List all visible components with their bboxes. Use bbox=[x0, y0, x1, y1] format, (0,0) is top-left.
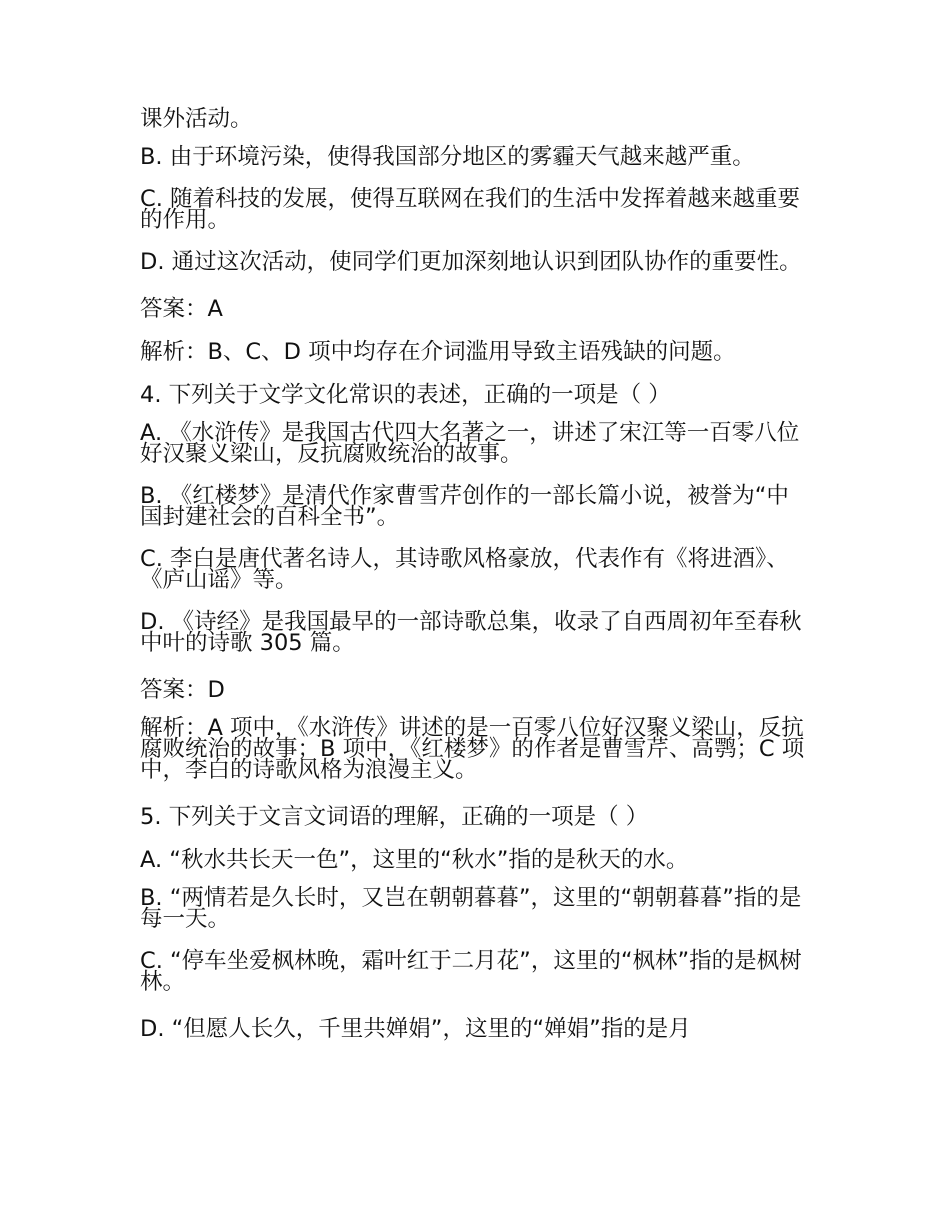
option-c-q3: C. 随着科技的发展，使得互联网在我们的生活中发挥着越来越重要的作用。 bbox=[140, 186, 801, 233]
question-4: 4. 下列关于文学文化常识的表述，正确的一项是（ ） bbox=[140, 382, 671, 408]
option-b-q4: B. 《红楼梦》是清代作家曹雪芹创作的一部长篇小说，被誉为“中国封建社会的百科全书”。 bbox=[140, 483, 789, 530]
explanation-q3: 解析：B、C、D 项中均存在介词滥用导致主语残缺的问题。 bbox=[140, 339, 736, 365]
paragraph-continuation: 课外活动。 bbox=[140, 106, 253, 132]
explanation-q4: 解析：A 项中，《水浒传》讲述的是一百零八位好汉聚义梁山，反抗腐败统治的故事；B 项中，《红楼梦》的作者是曹雪芹、高鹗；C 项中，李白的诗歌风格为浪漫主义。 bbox=[140, 715, 805, 783]
option-d-q5: D. “但愿人长久，千里共婵娟”，这里的“婵娟”指的是月 bbox=[140, 1016, 691, 1042]
answer-q3: 答案：A bbox=[140, 296, 223, 322]
option-d-q4: D. 《诗经》是我国最早的一部诗歌总集，收录了自西周初年至春秋中叶的诗歌 305 篇。 bbox=[140, 609, 802, 656]
option-b-q3: B. 由于环境污染，使得我国部分地区的雾霾天气越来越严重。 bbox=[140, 144, 755, 170]
question-5: 5. 下列关于文言文词语的理解，正确的一项是（ ） bbox=[140, 804, 649, 830]
document-page bbox=[140, 104, 810, 1057]
option-a-q4: A. 《水浒传》是我国古代四大名著之一，讲述了宋江等一百零八位好汉聚义梁山，反抗腐败统治的故事。 bbox=[140, 420, 800, 467]
option-a-q5: A. “秋水共长天一色”，这里的“秋水”指的是秋天的水。 bbox=[140, 847, 689, 873]
option-c-q5: C. “停车坐爱枫林晚，霜叶红于二月花”，这里的“枫林”指的是枫树林。 bbox=[140, 948, 802, 995]
option-d-q3: D. 通过这次活动，使同学们更加深刻地认识到团队协作的重要性。 bbox=[140, 249, 802, 275]
option-b-q5: B. “两情若是久长时，又岂在朝朝暮暮”，这里的“朝朝暮暮”指的是每一天。 bbox=[140, 885, 802, 932]
option-c-q4: C. 李白是唐代著名诗人，其诗歌风格豪放，代表作有《将进酒》、《庐山谣》等。 bbox=[140, 546, 789, 593]
answer-q4: 答案：D bbox=[140, 677, 225, 703]
